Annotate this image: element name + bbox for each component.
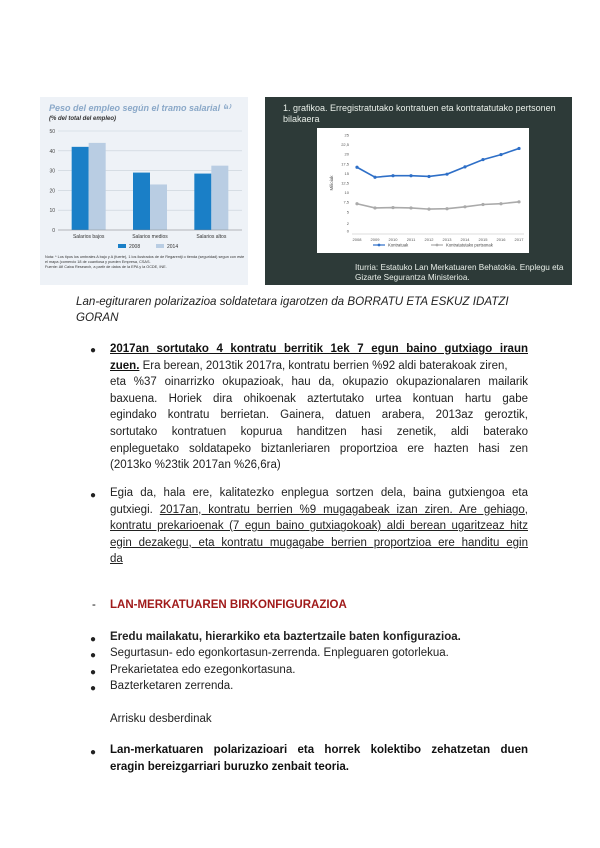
line-point (517, 200, 520, 203)
bar-y-tick: 0 (52, 228, 55, 234)
line-x-tick: 2015 (478, 237, 488, 242)
line-point (355, 202, 358, 205)
bar-category-label: Salarios altos (196, 234, 227, 240)
line-legend-marker (378, 244, 381, 247)
line-y-tick: 22,5 (341, 142, 349, 148)
line-point (373, 176, 376, 179)
line-point (463, 205, 466, 208)
line-point (463, 165, 466, 168)
line-x-tick: 2008 (352, 237, 362, 242)
line-y-tick: 25 (344, 132, 349, 138)
bar-legend-label: 2014 (167, 244, 179, 250)
line-point (391, 174, 394, 177)
list-bold-item: Eredu mailakatu, hierarkiko eta baztertzaile baten konfigurazioa. (110, 631, 461, 643)
bar-y-tick: 10 (49, 208, 55, 215)
bullet-4: ● (90, 650, 97, 661)
line-point (427, 208, 430, 211)
salary-bar-chart (40, 97, 248, 285)
para1-line: egindako kontratu berrietan. Gainera, datuen arabera, 2013az geroztik, (110, 409, 528, 422)
line-point (499, 153, 502, 156)
line-y-tick: 7,5 (343, 199, 349, 205)
para1-lead: 2017an sortutako 4 kontratu berritik 1ek 7 egun baino gutxiago iraun (110, 343, 528, 355)
bar-y-tick: 20 (49, 188, 55, 195)
subheading: Arrisku desberdinak (110, 713, 212, 725)
para1-line: enpleguetako soldatapeko biztanleriaren proportzioa ere hazten hasi zen (110, 442, 528, 455)
bar-y-tick: 50 (49, 129, 55, 135)
para1-line: eta %37 oinarrizko okupazioak, hau da, okupazio okupazionalaren mailarik (110, 376, 528, 389)
line-chart-title: 1. grafikoa. Erregistratutako kontratuen eta kontratatutako pertsonen bilakaera (283, 103, 556, 124)
para1-line1: Era berean, 2013tik 2017ra, kontratu berrien %92 aldi baterakoak ziren, (139, 359, 508, 372)
list-item: Segurtasun- edo egonkortasun-zerrenda. Enpleguaren gotorlekua. (110, 647, 449, 659)
bar-y-tick: 30 (49, 168, 55, 175)
para1-line: baxuena. Horiek dira ohikoenak aztertutako urtea kontuan hartu gabe (110, 392, 528, 405)
bar-legend-label: 2008 (129, 244, 141, 250)
bar-chart-subtitle: (% del total del empleo) (49, 116, 117, 122)
line-chart-source: Iturria: Estatuko Lan Merkatuaren Behatokia. Enplegu eta Gizarte Segurantza Ministerioa. (355, 263, 564, 282)
line-y-tick: 2 (346, 220, 349, 226)
bullet-7: ● (90, 747, 97, 758)
line-point (427, 175, 430, 178)
list-item: Bazterketaren zerrenda. (110, 680, 234, 692)
bullet-2: ● (90, 490, 97, 501)
line-x-tick: 2012 (424, 237, 434, 242)
line-point (409, 206, 412, 209)
last-line: Lan-merkatuaren polarizazioari eta horrek kolektibo zehatzetan duen (110, 744, 528, 756)
section-dash: - (92, 599, 96, 611)
line-point (409, 174, 412, 177)
bar (89, 143, 106, 230)
para2-line: egin dezakegu, eta kontratu mugagabe berrien proportzioa ere handitu egin (110, 536, 528, 549)
line-point (355, 166, 358, 169)
para1-line: sortutako kontratuen kopurua handitzen hasi zenetik, aldi baterako (110, 425, 528, 438)
line-point (517, 147, 520, 150)
line-point (373, 206, 376, 209)
line-x-tick: 2010 (388, 237, 398, 242)
bar-category-label: Salarios medios (132, 234, 168, 240)
line-y-tick: 0 (346, 228, 349, 234)
bar-y-tick: 40 (49, 148, 55, 155)
line-y-tick: 12,5 (341, 180, 349, 186)
bar (211, 166, 228, 230)
bar-chart-title: Peso del empleo según el tramo salarial ⁽ᵃ⁾ (49, 103, 231, 113)
bullet-6: ● (90, 683, 97, 694)
line-x-tick: 2017 (514, 237, 524, 242)
bullet-5: ● (90, 667, 97, 678)
line-y-tick: 5 (346, 209, 349, 215)
line-x-tick: 2011 (406, 237, 416, 242)
bullet-3: ● (90, 634, 97, 645)
line-chart-plot (265, 97, 572, 285)
contracts-line-chart (265, 97, 572, 285)
line-point (445, 207, 448, 210)
bar-legend-swatch (156, 244, 164, 248)
bar-chart-source: Fuente: Afi Caixa Research, a partir de datos de la EPA y la OCDE, INE. (45, 265, 167, 269)
line-y-tick: 10 (344, 190, 349, 196)
list-item: Prekarietatea edo ezegonkortasuna. (110, 664, 296, 676)
line-legend-label: Kontratuak (388, 242, 409, 248)
line-y-tick: 15 (344, 170, 349, 176)
figure-caption: Lan-egituraren polarizazioa soldatetara igarotzen da BORRATU ETA ESKUZ IDATZI GORAN (76, 295, 509, 324)
para2-line2b: 2017an, kontratu berrien %9 mugagabeak izan ziren. Are gehiago, (159, 503, 528, 516)
bar (72, 147, 89, 230)
line-y-tick: 20 (344, 151, 349, 157)
line-x-tick: 2014 (460, 237, 470, 242)
line-point (391, 206, 394, 209)
line-point (445, 173, 448, 176)
para2-line: da (110, 553, 123, 566)
bar (150, 184, 167, 230)
para1-line: (2013ko %23tik 2017an %26,6ra) (110, 459, 281, 472)
line-point (499, 202, 502, 205)
bar-legend-swatch (118, 244, 126, 248)
line-x-tick: 2009 (370, 237, 380, 242)
para1-lead-end: zuen. (110, 359, 140, 372)
line-y-tick: 17,5 (341, 161, 349, 167)
line-y-label: Milioiak (329, 175, 334, 191)
bar-chart-note: Nota: * Los tipos los umbrales A bajo y A (fuerte), 1 los ilustrados de de Regarentji o tienda (seguridad) segun con este el mapa (comercio 18 de cuantiosa y pueden Empresa, CSAS. (45, 255, 245, 264)
bullet-1: ● (90, 345, 97, 356)
paragraph-contracts-2017 (110, 341, 528, 474)
para2-line: Egia da, hala ere, kalitatezko enplegua sortzen dela, baina gutxiengoa eta (110, 487, 528, 499)
paragraph-theories (110, 742, 528, 775)
bar (133, 173, 150, 230)
para2-line: kontratu prekarioenak (7 egun baino gutxiagokoak) aldi berean ugaritzeaz hitz (110, 520, 528, 533)
section-title: LAN-MERKATUAREN BIRKONFIGURAZIOA (110, 599, 347, 611)
line-x-tick: 2016 (496, 237, 506, 242)
line-point (481, 158, 484, 161)
bar-category-label: Salarios bajos (72, 234, 105, 240)
para2-line2a: gutxiegi. (110, 503, 160, 516)
line-legend-label: Kontratatutako pertsonak (446, 242, 493, 248)
line-x-tick: 2013 (442, 237, 452, 242)
line-point (481, 203, 484, 206)
paragraph-quality-jobs (110, 485, 528, 568)
bar (194, 174, 211, 230)
last-line: eragin bereizgarriari buruzko zenbait teoria. (110, 760, 350, 773)
line-legend-marker (436, 244, 439, 247)
